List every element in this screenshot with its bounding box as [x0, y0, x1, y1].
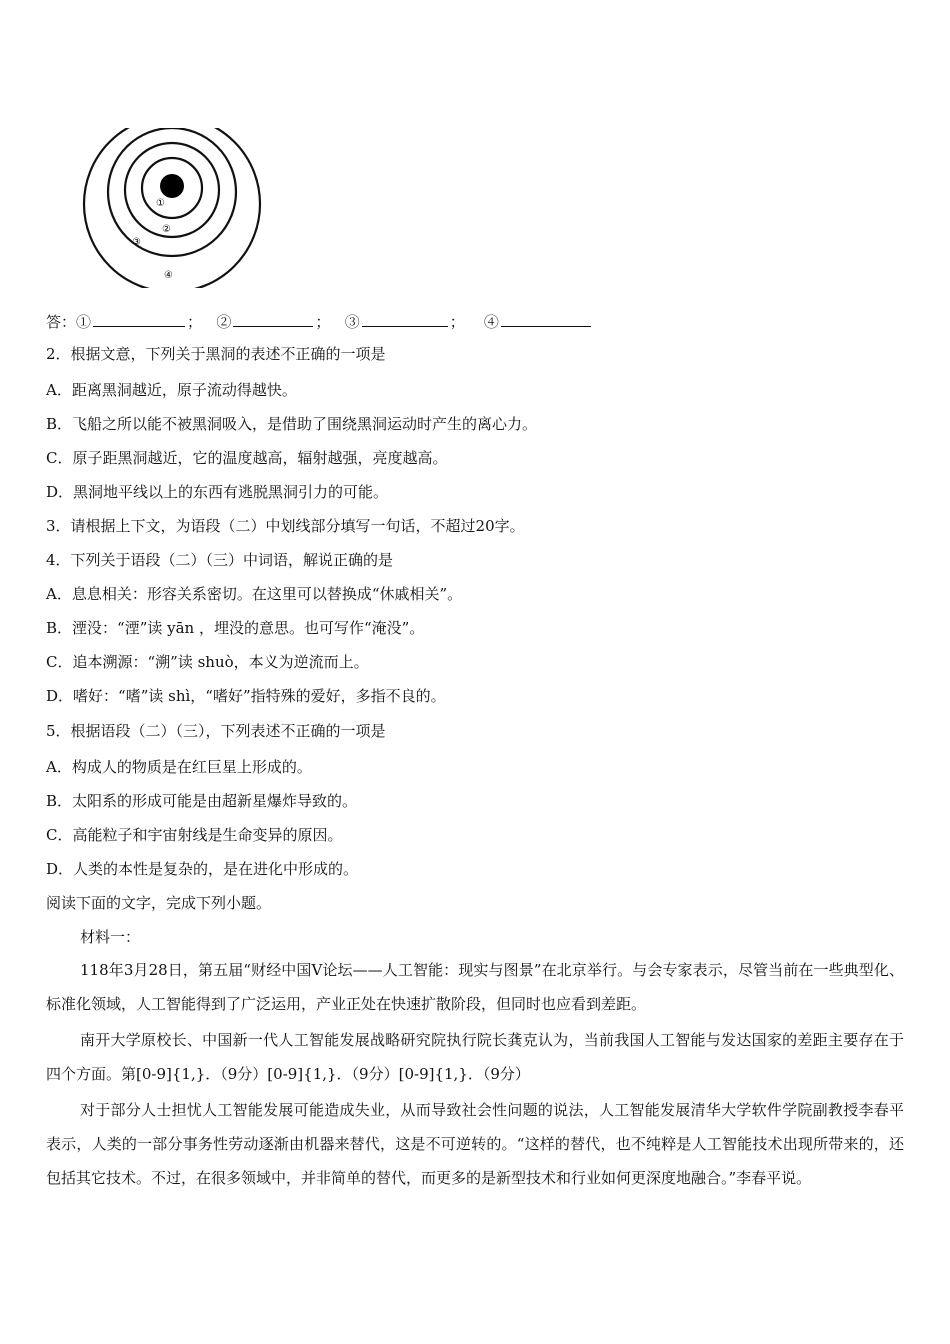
black-hole-core	[160, 174, 184, 198]
material-paragraph-2: 南开大学原校长、中国新一代人工智能发展战略研究院执行院长龚克认为，当前我国人工智能与发达国家的差距主要存在于四个方面。第[0-9]{1,}．（9分）[0-9]{1,}．（9分）[0-9]{1,}．（9分）	[46, 1031, 904, 1083]
question-2-option-d: D．黑洞地平线以上的东西有逃脱黑洞引力的可能。	[46, 483, 389, 501]
material-heading: 材料一：	[80, 928, 141, 946]
material-paragraph-1: 118年3月28日，第五届“财经中国V论坛——人工智能：现实与图景”在北京举行。与会专家表示，尽管当前在一些典型化、标准化领域，人工智能得到了广泛运用，产业正处在快速扩散阶段，但同时也应看到差距。	[46, 961, 904, 1013]
question-2-option-c: C．原子距黑洞越近，它的温度越高，辐射越强，亮度越高。	[46, 449, 448, 467]
question-4-option-d: D．嗜好：“嗜”读 shì，“嗜好”指特殊的爱好，多指不良的。	[46, 687, 446, 705]
label-3: ③	[132, 237, 141, 248]
answer-item-1: ①	[76, 313, 92, 331]
answer-item-3: ③	[344, 313, 360, 331]
question-4-option-b: B．湮没：“湮”读 yān ，埋没的意思。也可写作“淹没”。	[46, 619, 425, 637]
answer-item-4: ④	[483, 313, 499, 331]
answer-sep: ；	[449, 313, 465, 331]
question-3: 3．请根据上下文，为语段（二）中划线部分填写一句话，不超过20字。	[46, 517, 525, 535]
reading-intro: 阅读下面的文字，完成下列小题。	[46, 894, 272, 912]
answer-blank-1[interactable]	[93, 310, 185, 327]
answer-blank-3[interactable]	[362, 310, 448, 327]
question-5-option-a: A．构成人的物质是在红巨星上形成的。	[46, 758, 312, 776]
answer-item-2: ②	[216, 313, 232, 331]
answer-sep: ；	[315, 313, 331, 331]
answer-prefix: 答：	[46, 313, 77, 331]
label-4: ④	[164, 270, 173, 281]
question-4-option-a: A．息息相关：形容关系密切。在这里可以替换成“休戚相关”。	[46, 585, 463, 603]
answer-sep: ；	[187, 313, 203, 331]
label-2: ②	[162, 224, 171, 235]
material-paragraph-3: 对于部分人士担忧人工智能发展可能造成失业，从而导致社会性问题的说法，人工智能发展清华大学软件学院副教授李春平表示，人类的一部分事务性劳动逐渐由机器来替代，这是不可逆转的。“这样的替代，也不纯粹是人工智能技术出现所带来的，还包括其它技术。不过，在很多领域中，并非简单的替代，而更多的是新型技术和行业如何更深度地融合。”李春平说。	[46, 1101, 904, 1187]
question-4-option-c: C．追本溯源：“溯”读 shuò，本义为逆流而上。	[46, 653, 369, 671]
concentric-circles-figure	[80, 128, 266, 288]
question-5-option-d: D．人类的本性是复杂的，是在进化中形成的。	[46, 860, 359, 878]
answer-line	[46, 310, 593, 333]
question-5: 5．根据语段（二）（三），下列表述不正确的一项是	[46, 722, 386, 740]
question-4: 4．下列关于语段（二）（三）中词语，解说正确的是	[46, 551, 394, 569]
question-5-option-c: C．高能粒子和宇宙射线是生命变异的原因。	[46, 826, 343, 844]
question-2-option-a: A．距离黑洞越近，原子流动得越快。	[46, 381, 297, 399]
label-1: ①	[156, 198, 165, 209]
answer-blank-2[interactable]	[233, 310, 313, 327]
answer-blank-4[interactable]	[501, 310, 591, 327]
black-hole-diagram	[80, 128, 266, 288]
question-5-option-b: B．太阳系的形成可能是由超新星爆炸导致的。	[46, 792, 358, 810]
question-2-option-b: B．飞船之所以能不被黑洞吸入，是借助了围绕黑洞运动时产生的离心力。	[46, 415, 538, 433]
question-2: 2．根据文意，下列关于黑洞的表述不正确的一项是	[46, 345, 386, 363]
